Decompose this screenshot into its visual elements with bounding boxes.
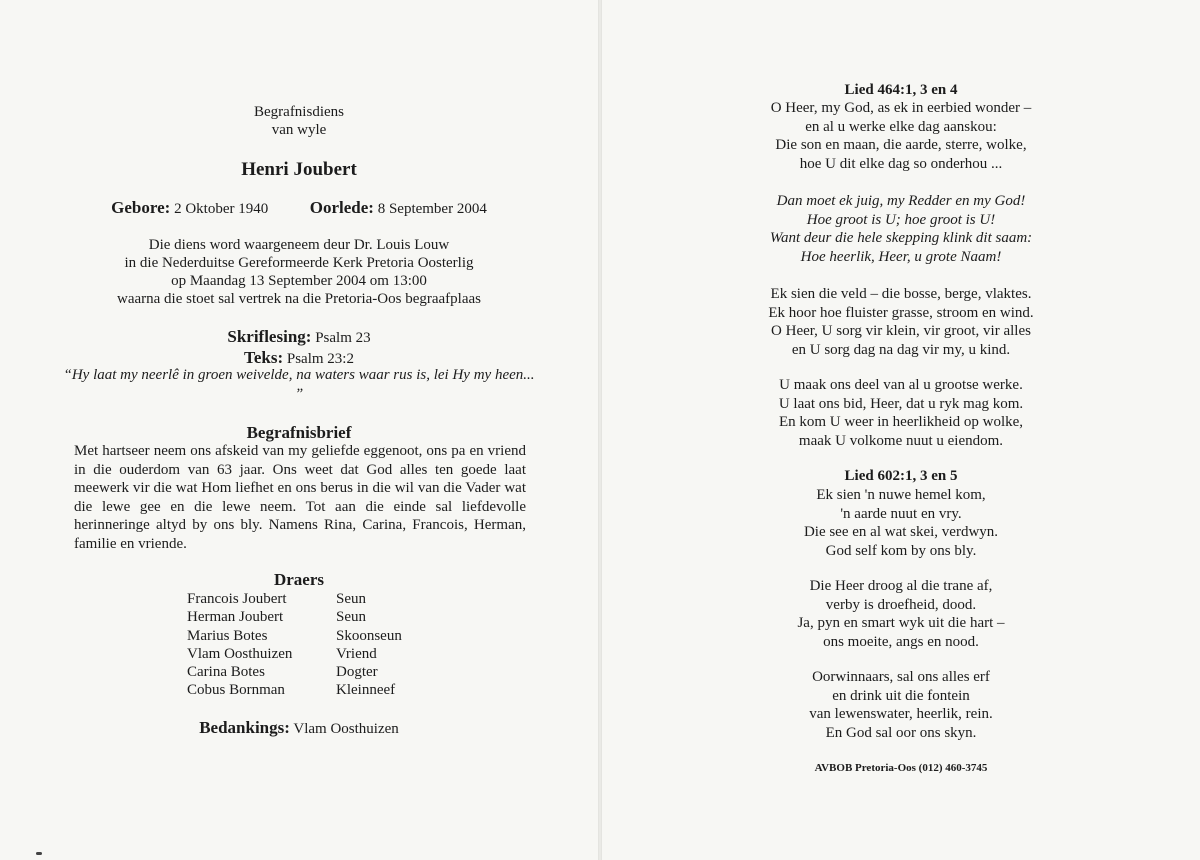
verse-line: Die see en al wat skei, verdwyn.	[803, 524, 999, 541]
died-label: Oorlede:	[309, 198, 374, 217]
verse-line: U laat ons bid, Heer, dat u ryk mag kom.	[778, 395, 1024, 412]
verse-line: Oorwinnaars, sal ons alles erf	[812, 669, 990, 685]
bearer-name: Cobus Bornman	[187, 682, 285, 699]
hymn-refrain	[602, 192, 1200, 266]
verse-line: en al u werke elke dag aanskou:	[805, 118, 997, 135]
died-value: 8 September 2004	[377, 201, 487, 217]
scripture-reading	[0, 327, 598, 369]
letter-heading: Begrafnisbrief	[246, 423, 352, 442]
bearer-row	[187, 627, 402, 645]
hymn-verse	[602, 99, 1200, 173]
thanks-value: Vlam Oosthuizen	[293, 721, 399, 737]
verse-line: Die Heer droog al die trane af,	[809, 578, 993, 594]
right-page	[602, 0, 1200, 860]
service-line: op Maandag 13 September 2004 om 13:00	[171, 273, 427, 289]
scripture-quote: “Hy laat my neerlê in groen weivelde, na waters waar rus is, lei Hy my heen... ”	[63, 367, 535, 402]
bearer-row	[187, 663, 402, 681]
verse-line: O Heer, U sorg vir klein, vir groot, vir alles	[771, 323, 1031, 340]
reading-value: Psalm 23	[315, 330, 371, 346]
bearer-row	[187, 590, 402, 608]
verse-line: O Heer, my God, as ek in eerbied wonder –	[770, 100, 1032, 116]
verse-line: en U sorg dag na dag vir my, u kind.	[791, 341, 1011, 358]
bearer-relation: Vriend	[336, 645, 377, 662]
bearer-name: Carina Botes	[187, 664, 265, 681]
service-intro	[0, 103, 598, 139]
bearer-row	[187, 608, 402, 626]
intro-line: van wyle	[271, 122, 327, 138]
verse-line: verby is droefheid, dood.	[825, 596, 977, 613]
funeral-home-footer: AVBOB Pretoria-Oos (012) 460-3745	[814, 762, 988, 774]
service-line: Die diens word waargeneem deur Dr. Louis Louw	[148, 237, 450, 253]
text-label: Teks:	[244, 348, 284, 367]
verse-line: Ek sien die veld – die bosse, berge, vlaktes.	[770, 286, 1032, 302]
bearers-heading: Draers	[273, 570, 325, 589]
bearer-name: Francois Joubert	[187, 591, 287, 607]
bearer-name: Vlam Oosthuizen	[187, 645, 293, 662]
born-label: Gebore:	[111, 198, 171, 217]
bearer-relation: Dogter	[336, 664, 378, 681]
verse-line: maak U volkome nuut u eiendom.	[798, 432, 1004, 449]
verse-line: van lewenswater, heerlik, rein.	[809, 706, 993, 723]
bearer-name: Marius Botes	[187, 627, 268, 644]
verse-line: Ek sien 'n nuwe hemel kom,	[816, 487, 986, 503]
verse-line: En God sal oor ons skyn.	[825, 724, 977, 741]
verse-line: Ja, pyn en smart wyk uit die hart –	[797, 615, 1005, 632]
letter-body: Met hartseer neem ons afskeid van my geliefde eggenoot, ons pa en vriend in die ouderdom van 63 jaar. Ons weet dat God alles ten goede laat meewerk vir die wat Hom liefhet en ons berus in die wil van die Vader wat die lewe gee en die lewe neem. Tot aan die einde sal liefdevolle herinneringe altyd by ons bly. Namens Rina, Carina, Francois, Herman, familie en vriende.	[74, 443, 526, 552]
verse-line: Ek hoor hoe fluister grasse, stroom en wind.	[768, 304, 1034, 321]
hymn-title: Lied 464:1, 3 en 4	[844, 82, 958, 98]
deceased-name: Henri Joubert	[241, 159, 357, 180]
verse-line: ons moeite, angs en nood.	[823, 633, 979, 650]
service-line: in die Nederduitse Gereformeerde Kerk Pretoria Oosterlig	[124, 255, 474, 271]
thanks-line	[0, 718, 598, 738]
hymn-verse	[602, 376, 1200, 450]
scan-speck	[36, 852, 42, 855]
bearer-row	[187, 681, 402, 699]
verse-line: 'n aarde nuut en vry.	[840, 505, 962, 522]
born-value: 2 Oktober 1940	[174, 201, 269, 217]
hymn-verse	[602, 577, 1200, 651]
intro-line: Begrafnisdiens	[254, 104, 344, 120]
service-details	[0, 236, 598, 308]
hymn-verse	[602, 285, 1200, 359]
bearer-relation: Skoonseun	[336, 627, 402, 644]
verse-line: Hoe groot is U; hoe groot is U!	[806, 211, 996, 228]
bearer-relation: Seun	[336, 591, 366, 607]
hymn-title: Lied 602:1, 3 en 5	[844, 468, 958, 484]
verse-line: hoe U dit elke dag so onderhou ...	[799, 155, 1003, 172]
bearers-list	[187, 590, 402, 700]
reading-label: Skriflesing:	[227, 327, 312, 346]
bearer-relation: Seun	[336, 609, 366, 626]
bearer-name: Herman Joubert	[187, 609, 284, 626]
verse-line: Hoe heerlik, Heer, u grote Naam!	[800, 248, 1002, 265]
hymn-verse	[602, 668, 1200, 742]
verse-line: En kom U weer in heerlikheid op wolke,	[778, 414, 1024, 431]
verse-line: en drink uit die fontein	[832, 687, 970, 704]
left-page	[0, 0, 598, 860]
verse-line: Dan moet ek juig, my Redder en my God!	[776, 193, 1026, 209]
verse-line: Want deur die hele skepping klink dit saam:	[769, 230, 1033, 247]
thanks-label: Bedankings:	[199, 718, 290, 737]
text-value: Psalm 23:2	[286, 351, 354, 367]
bearer-row	[187, 645, 402, 663]
hymn-verse	[602, 486, 1200, 560]
verse-line: U maak ons deel van al u grootse werke.	[779, 377, 1023, 393]
verse-line: God self kom by ons bly.	[825, 542, 977, 559]
dates-line	[0, 198, 598, 218]
bearer-relation: Kleinneef	[336, 682, 396, 699]
verse-line: Die son en maan, die aarde, sterre, wolke,	[775, 137, 1027, 154]
service-line: waarna die stoet sal vertrek na die Pretoria-Oos begraafplaas	[116, 291, 481, 307]
